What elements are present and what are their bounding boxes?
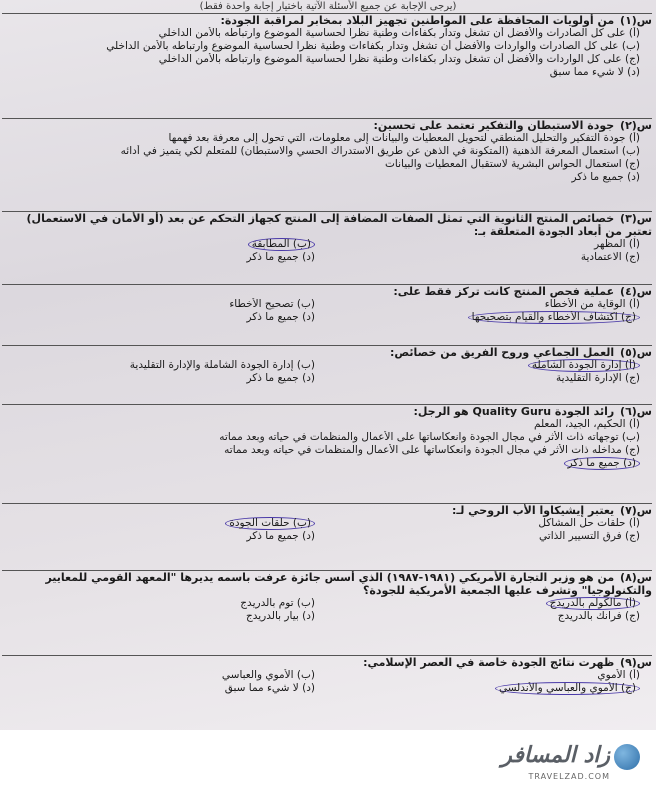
logo-latin-text: TRAVELZAD.COM [528, 772, 610, 781]
option-b: (ب) حلقات الجودة [225, 517, 315, 530]
option-a: (أ) جودة التفكير والتحليل المنطقي لتحويل المعطيات والبيانات إلى معلومات، التي تحول إلى معرفة بعد فهمها [168, 132, 640, 144]
option-b: (ب) استعمال المعرفة الذهنية (المتكونة في الذهن عن طريق الاستدراك الحسي والاستبطان) للمتعلم لكي يتميز في أدائه [120, 145, 640, 157]
option-c: (ج) مداخله ذات الأثر في مجال الجودة وانعكاساتها على الأعمال والمنظمات في حياته وبعد مماته [224, 444, 640, 456]
option-c: (ج) اكتشاف الأخطاء والقيام بتصحيحها [468, 311, 640, 324]
option-c: (ج) على كل الواردات والأفضل أن تشغل وتدار بكفاءات وطنية نظرا لحساسية الموضوع وارتباطه بالأمن الداخلي [158, 53, 640, 65]
globe-icon [614, 744, 640, 770]
option-d: (د) جميع ما ذكر [564, 457, 641, 470]
option-a: (أ) الوقاية من الأخطاء [544, 298, 640, 310]
option-a: (أ) الأموي [597, 669, 640, 681]
option-c: (ج) الإدارة التقليدية [555, 372, 640, 384]
option-d: (د) بيار بالدريدج [245, 610, 315, 622]
option-d: (د) جميع ما ذكر [571, 171, 640, 183]
instructions: (يرجى الإجابة عن جميع الأسئلة الآتية باختيار إجابة واحدة فقط) [199, 1, 457, 12]
question-number: س(٥) [620, 346, 652, 359]
option-b: (ب) توم بالدريدج [240, 597, 315, 609]
question-5 [2, 345, 652, 404]
question-number: س(٧) [620, 504, 652, 517]
question-title-before: رائد الجودة [554, 405, 615, 418]
question-title: العمل الجماعي وروح الفريق من خصائص: [389, 346, 615, 359]
option-b: (ب) إدارة الجودة الشاملة والإدارة التقليدية [129, 359, 315, 371]
option-a: (أ) حلقات حل المشاكل [538, 517, 640, 529]
option-d: (د) لا شيء مما سبق [549, 66, 640, 78]
option-d: (د) جميع ما ذكر [246, 372, 315, 384]
question-title-en: Quality Guru [472, 405, 552, 418]
option-b: (ب) على كل الصادرات والواردات والأفضل أن تشغل وتدار بكفاءات وطنية نظراً لحساسية الموضوع وارتباطه بالأمن الداخلي [106, 40, 640, 52]
option-a: (أ) المظهر [594, 238, 640, 250]
question-number: س(٩) [620, 656, 652, 669]
option-c: (ج) فرق التسيير الذاتي [539, 530, 640, 542]
logo-arabic-text: زاد المسافر [501, 742, 610, 768]
option-d: (د) جميع ما ذكر [246, 251, 315, 263]
option-b: (ب) تصحيح الأخطاء [229, 298, 315, 310]
question-title-after: هو الرجل: [413, 405, 469, 418]
option-b: (ب) الأموي والعباسي [221, 669, 315, 681]
question-number: س(٦) [620, 405, 652, 418]
question-2 [2, 118, 652, 211]
footer [0, 730, 656, 800]
option-a: (أ) الحكيم، الجيد، المعلم [533, 418, 640, 430]
question-3 [2, 211, 652, 284]
question-9 [2, 655, 652, 726]
question-number: س(٨) [620, 571, 652, 584]
option-b: (ب) المطابقة [248, 238, 315, 251]
option-d: (د) جميع ما ذكر [246, 311, 315, 323]
question-title: جودة الاستبطان والتفكير تعتمد على تحسين: [373, 119, 615, 132]
site-logo[interactable] [480, 740, 640, 792]
option-d: (د) جميع ما ذكر [246, 530, 315, 542]
question-title: عملية فحص المنتج كانت تركز فقط على: [393, 285, 615, 298]
option-a: (أ) مالكولم بالدريدج [546, 597, 640, 610]
question-title: من أولويات المحافظة على المواطنين تجهيز البلاد بمخابر لمراقبة الجودة: [220, 14, 615, 27]
option-b: (ب) توجهاته ذات الأثر في مجال الجودة وانعكاساتها على الأعمال والمنظمات في حياته وبعد مماته [219, 431, 640, 443]
question-8 [2, 570, 652, 655]
question-title: من هو وزير التجارة الأمريكي (١٩٨١-١٩٨٧) الذي أسس جائزة عرفت باسمه يديرها "المعهد القومي للمعايير والتكنولوجيا" وتشرف عليها الجمعية الأمريكية للجودة؟ [45, 571, 652, 597]
question-title: يعتبر إيشيكاوا الأب الروحي لـ: [452, 504, 615, 517]
question-1 [2, 13, 652, 118]
question-title: ظهرت نتائج الجودة خاصة في العصر الإسلامي: [363, 656, 615, 669]
question-number: س(١) [620, 14, 652, 27]
option-a: (أ) إدارة الجودة الشاملة [528, 359, 640, 372]
question-7 [2, 503, 652, 570]
question-6 [2, 404, 652, 503]
option-c: (ج) الاعتمادية [580, 251, 640, 263]
option-a: (أ) على كل الصادرات والأفضل أن تشغل وتدار بكفاءات وطنية نظراً لحساسية الموضوع وارتباطه بالأمن الداخلي [158, 27, 640, 39]
option-d: (د) لا شيء مما سبق [224, 682, 315, 694]
question-number: س(٣) [620, 212, 652, 225]
option-c: (ج) الأموي والعباسي والأندلسي [495, 682, 640, 695]
question-number: س(٢) [620, 119, 652, 132]
question-title: خصائص المنتج الثانوية التي تمثل الصفات المضافة إلى المنتج كجهاز التحكم عن بعد (أو الأمان في الاستعمال) تعتبر من أبعاد الجودة المتعلقة بـ: [26, 212, 652, 238]
question-4 [2, 284, 652, 345]
option-c: (ج) استعمال الحواس البشرية لاستقبال المعطيات والبيانات [384, 158, 640, 170]
option-c: (ج) فرانك بالدريدج [557, 610, 640, 622]
question-number: س(٤) [620, 285, 652, 298]
